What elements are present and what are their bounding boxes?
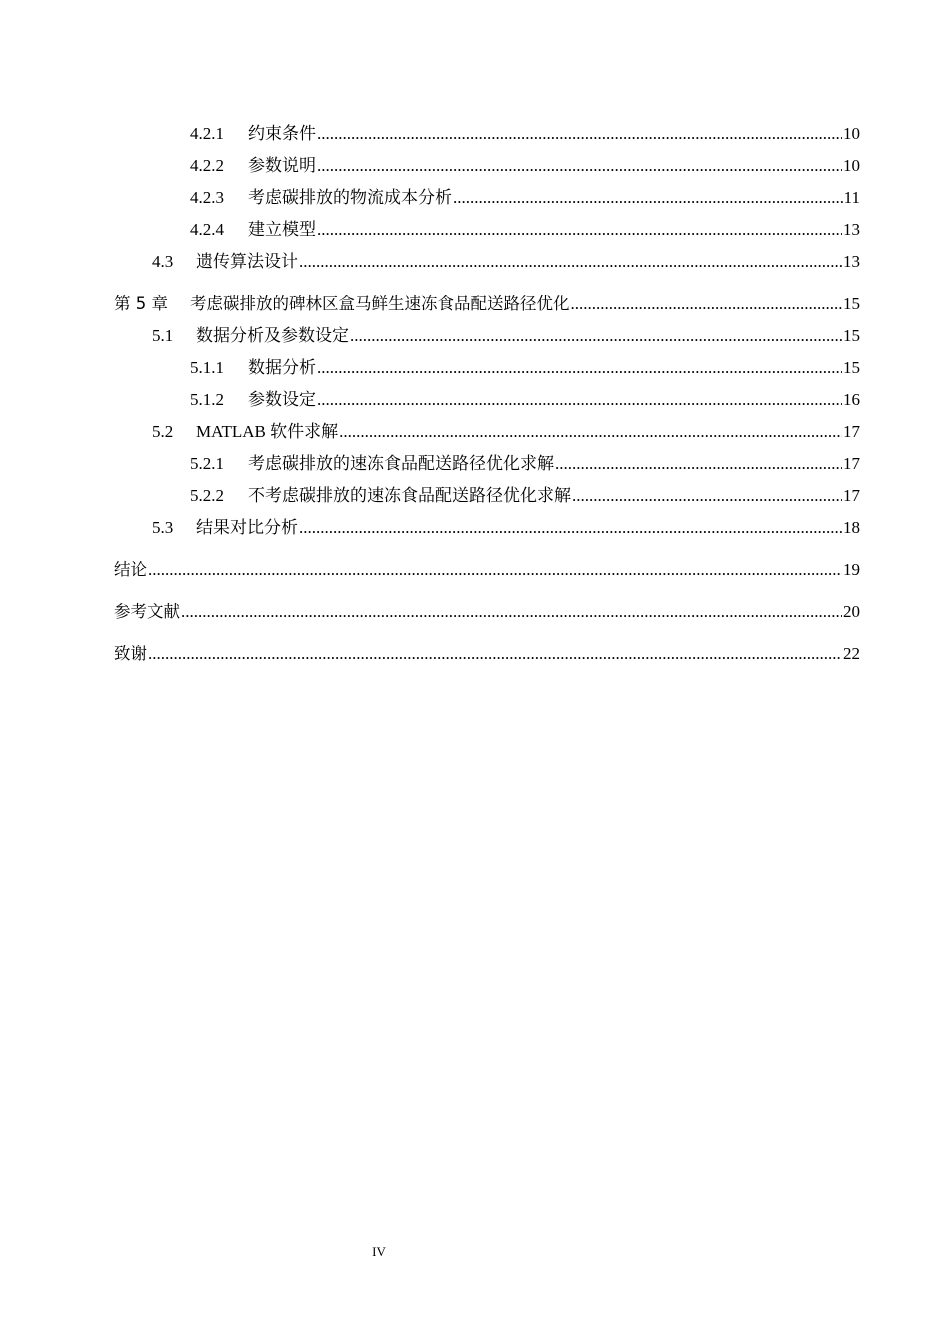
toc-entry-title: 数据分析及参数设定 bbox=[196, 326, 349, 345]
toc-entry-page: 15 bbox=[843, 358, 860, 377]
toc-entry-number: 5.1 bbox=[152, 326, 174, 345]
toc-entry-page: 17 bbox=[843, 454, 860, 473]
toc-entry-page: 22 bbox=[843, 644, 860, 663]
toc-entry-title: 不考虑碳排放的速冻食品配送路径优化求解 bbox=[248, 486, 571, 505]
toc-entry[interactable] bbox=[114, 182, 860, 214]
toc-entry-page: 13 bbox=[843, 252, 860, 271]
toc-dot-leader bbox=[299, 246, 842, 278]
toc-entry-title: 约束条件 bbox=[248, 124, 316, 143]
toc-entry-title: 数据分析 bbox=[248, 358, 316, 377]
toc-entry-title: 考虑碳排放的物流成本分析 bbox=[248, 188, 452, 207]
toc-dot-leader bbox=[555, 448, 842, 480]
toc-entry-page: 13 bbox=[843, 220, 860, 239]
toc-dot-leader bbox=[317, 214, 842, 246]
toc-entry[interactable] bbox=[114, 480, 860, 512]
toc-entry[interactable] bbox=[114, 118, 860, 150]
toc-entry-references[interactable] bbox=[114, 596, 860, 628]
toc-entry-page: 10 bbox=[843, 156, 860, 175]
toc-entry-title: 参数设定 bbox=[248, 390, 316, 409]
toc-entry-title: 建立模型 bbox=[248, 220, 316, 239]
toc-dot-leader bbox=[317, 352, 842, 384]
toc-entry-number: 5.2.1 bbox=[190, 454, 224, 473]
toc-dot-leader bbox=[299, 512, 842, 544]
toc-entry-title: 遗传算法设计 bbox=[196, 252, 298, 271]
toc-entry-number: 4.3 bbox=[152, 252, 174, 271]
toc-entry-page: 10 bbox=[843, 124, 860, 143]
toc-entry-number: 4.2.4 bbox=[190, 220, 224, 239]
toc-dot-leader bbox=[148, 638, 842, 670]
toc-entry-number: 第 5 章 bbox=[114, 294, 168, 313]
toc-entry-title: 考虑碳排放的碑林区盒马鲜生速冻食品配送路径优化 bbox=[190, 294, 570, 313]
toc-entry-page: 15 bbox=[843, 294, 860, 313]
toc-dot-leader bbox=[453, 182, 843, 214]
toc-entry-page: 17 bbox=[843, 486, 860, 505]
table-of-contents bbox=[114, 118, 860, 670]
toc-entry-page: 16 bbox=[843, 390, 860, 409]
toc-dot-leader bbox=[317, 118, 842, 150]
toc-entry-number: 5.3 bbox=[152, 518, 174, 537]
toc-entry-page: 11 bbox=[843, 188, 860, 207]
toc-entry-title: MATLAB 软件求解 bbox=[196, 422, 339, 441]
toc-entry-title: 结果对比分析 bbox=[196, 518, 298, 537]
toc-entry-page: 20 bbox=[843, 602, 860, 621]
toc-entry-page: 19 bbox=[843, 560, 860, 579]
toc-dot-leader bbox=[317, 384, 842, 416]
toc-entry[interactable] bbox=[114, 352, 860, 384]
toc-entry-number: 4.2.1 bbox=[190, 124, 224, 143]
toc-entry-title: 考虑碳排放的速冻食品配送路径优化求解 bbox=[248, 454, 554, 473]
toc-entry-title: 参数说明 bbox=[248, 156, 316, 175]
toc-entry-number: 4.2.2 bbox=[190, 156, 224, 175]
toc-entry[interactable] bbox=[114, 416, 860, 448]
toc-entry-page: 17 bbox=[843, 422, 860, 441]
toc-entry-number: 5.1.2 bbox=[190, 390, 224, 409]
toc-entry[interactable] bbox=[114, 512, 860, 544]
toc-dot-leader bbox=[181, 596, 842, 628]
toc-dot-leader bbox=[350, 320, 842, 352]
page-number-footer: IV bbox=[372, 1244, 386, 1259]
toc-entry-conclusion[interactable] bbox=[114, 554, 860, 586]
toc-entry[interactable] bbox=[114, 320, 860, 352]
toc-entry-title: 结论 bbox=[114, 560, 147, 579]
toc-dot-leader bbox=[317, 150, 842, 182]
toc-entry-number: 4.2.3 bbox=[190, 188, 224, 207]
toc-entry-acknowledgements[interactable] bbox=[114, 638, 860, 670]
toc-entry-number: 5.2 bbox=[152, 422, 174, 441]
toc-dot-leader bbox=[572, 480, 842, 512]
toc-entry-number: 5.1.1 bbox=[190, 358, 224, 377]
toc-entry-page: 18 bbox=[843, 518, 860, 537]
toc-entry[interactable] bbox=[114, 150, 860, 182]
toc-entry[interactable] bbox=[114, 384, 860, 416]
toc-entry-number: 5.2.2 bbox=[190, 486, 224, 505]
toc-entry-page: 15 bbox=[843, 326, 860, 345]
toc-dot-leader bbox=[148, 554, 842, 586]
toc-entry-chapter[interactable] bbox=[114, 288, 860, 320]
toc-entry[interactable] bbox=[114, 246, 860, 278]
toc-dot-leader bbox=[339, 416, 842, 448]
toc-entry[interactable] bbox=[114, 448, 860, 480]
toc-entry[interactable] bbox=[114, 214, 860, 246]
toc-entry-title: 参考文献 bbox=[114, 602, 180, 621]
toc-dot-leader bbox=[571, 288, 843, 320]
toc-entry-title: 致谢 bbox=[114, 644, 147, 663]
